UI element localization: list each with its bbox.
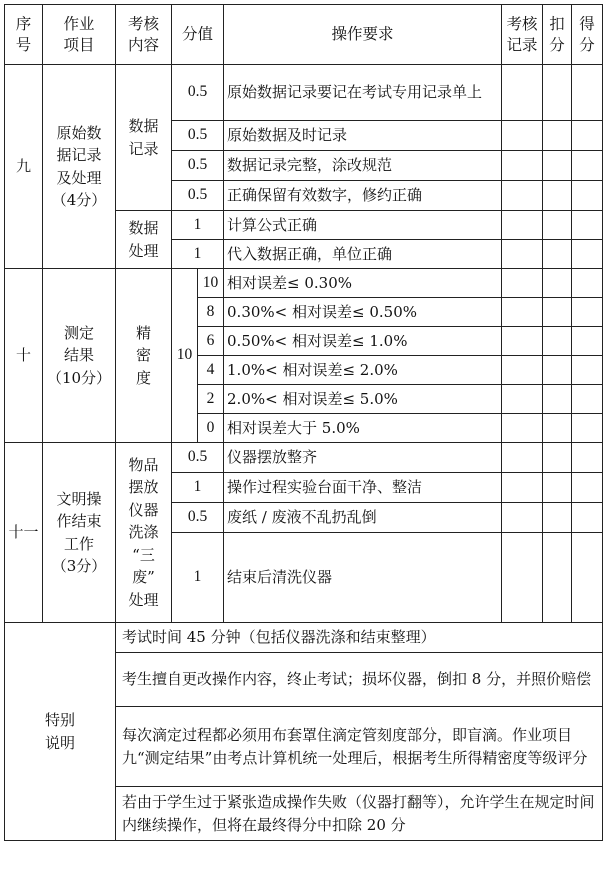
gain-cell[interactable] xyxy=(572,151,603,181)
gain-cell[interactable] xyxy=(572,327,603,356)
header-requirement: 操作要求 xyxy=(224,5,502,65)
requirement-cell: 正确保留有效数字，修约正确 xyxy=(224,181,502,211)
special-note: 考生擅自更改操作内容，终止考试；损坏仪器，倒扣 8 分，并照价赔偿 xyxy=(116,653,603,707)
header-item: 作业 项目 xyxy=(43,5,116,65)
gain-cell[interactable] xyxy=(572,503,603,533)
record-cell[interactable] xyxy=(502,151,543,181)
table-row xyxy=(5,65,603,121)
section-content: 精 密 度 xyxy=(116,269,172,443)
gain-cell[interactable] xyxy=(572,356,603,385)
assessment-table xyxy=(4,4,603,841)
record-cell[interactable] xyxy=(502,385,543,414)
gain-cell[interactable] xyxy=(572,414,603,443)
score-cell: 0.5 xyxy=(172,65,224,121)
deduct-cell[interactable] xyxy=(543,65,572,121)
record-cell[interactable] xyxy=(502,298,543,327)
table-row xyxy=(5,443,603,473)
record-cell[interactable] xyxy=(502,181,543,211)
deduct-cell[interactable] xyxy=(543,121,572,151)
special-note: 每次滴定过程都必须用布套罩住滴定管刻度部分，即盲滴。作业项目九“测定结果”由考点计算机统一处理后，根据考生所得精密度等级评分 xyxy=(116,707,603,787)
score-cell: 0.5 xyxy=(172,443,224,473)
requirement-cell: 相对误差大于 5.0% xyxy=(224,414,502,443)
score-cell: 2 xyxy=(198,385,224,414)
section-content: 数据 记录 xyxy=(116,65,172,211)
score-cell: 10 xyxy=(198,269,224,298)
section-content: 数据 处理 xyxy=(116,211,172,269)
header-seq: 序 号 xyxy=(5,5,43,65)
record-cell[interactable] xyxy=(502,414,543,443)
deduct-cell[interactable] xyxy=(543,211,572,240)
special-note: 考试时间 45 分钟（包括仪器洗涤和结束整理） xyxy=(116,623,603,653)
gain-cell[interactable] xyxy=(572,533,603,623)
deduct-cell[interactable] xyxy=(543,414,572,443)
requirement-cell: 原始数据记录要记在考试专用记录单上 xyxy=(224,65,502,121)
section-item: 文明操 作结束 工作 （3分） xyxy=(43,443,116,623)
section-content: 物品 摆放 仪器 洗涤 “三 废” 处理 xyxy=(116,443,172,623)
record-cell[interactable] xyxy=(502,269,543,298)
deduct-cell[interactable] xyxy=(543,356,572,385)
score-cell: 0 xyxy=(198,414,224,443)
score-cell: 0.5 xyxy=(172,181,224,211)
section-seq: 九 xyxy=(5,65,43,269)
record-cell[interactable] xyxy=(502,356,543,385)
special-note: 若由于学生过于紧张造成操作失败（仪器打翻等），允许学生在规定时间内继续操作，但将在最终得分中扣除 20 分 xyxy=(116,787,603,841)
section-seq: 十一 xyxy=(5,443,43,623)
gain-cell[interactable] xyxy=(572,181,603,211)
deduct-cell[interactable] xyxy=(543,503,572,533)
header-score: 分值 xyxy=(172,5,224,65)
score-cell: 8 xyxy=(198,298,224,327)
record-cell[interactable] xyxy=(502,65,543,121)
score-cell: 0.5 xyxy=(172,503,224,533)
section-item: 测定 结果 （10分） xyxy=(43,269,116,443)
score-cell: 1 xyxy=(172,533,224,623)
deduct-cell[interactable] xyxy=(543,443,572,473)
score-cell: 1 xyxy=(172,473,224,503)
gain-cell[interactable] xyxy=(572,473,603,503)
record-cell[interactable] xyxy=(502,327,543,356)
requirement-cell: 相对误差≤ 0.30% xyxy=(224,269,502,298)
gain-cell[interactable] xyxy=(572,240,603,269)
requirement-cell: 0.30%< 相对误差≤ 0.50% xyxy=(224,298,502,327)
gain-cell[interactable] xyxy=(572,65,603,121)
deduct-cell[interactable] xyxy=(543,298,572,327)
header-row xyxy=(5,5,603,65)
note-row xyxy=(5,623,603,653)
record-cell[interactable] xyxy=(502,473,543,503)
requirement-cell: 仪器摆放整齐 xyxy=(224,443,502,473)
requirement-cell: 操作过程实验台面干净、整洁 xyxy=(224,473,502,503)
record-cell[interactable] xyxy=(502,121,543,151)
requirement-cell: 数据记录完整，涂改规范 xyxy=(224,151,502,181)
requirement-cell: 原始数据及时记录 xyxy=(224,121,502,151)
gain-cell[interactable] xyxy=(572,385,603,414)
requirement-cell: 2.0%< 相对误差≤ 5.0% xyxy=(224,385,502,414)
record-cell[interactable] xyxy=(502,443,543,473)
deduct-cell[interactable] xyxy=(543,473,572,503)
score-cell: 0.5 xyxy=(172,121,224,151)
section-seq: 十 xyxy=(5,269,43,443)
header-content: 考核 内容 xyxy=(116,5,172,65)
score-cell: 0.5 xyxy=(172,151,224,181)
gain-cell[interactable] xyxy=(572,298,603,327)
requirement-cell: 废纸 / 废液不乱扔乱倒 xyxy=(224,503,502,533)
gain-cell[interactable] xyxy=(572,211,603,240)
requirement-cell: 结束后清洗仪器 xyxy=(224,533,502,623)
deduct-cell[interactable] xyxy=(543,269,572,298)
deduct-cell[interactable] xyxy=(543,385,572,414)
score-cell: 1 xyxy=(172,240,224,269)
record-cell[interactable] xyxy=(502,240,543,269)
requirement-cell: 代入数据正确，单位正确 xyxy=(224,240,502,269)
header-gain: 得 分 xyxy=(572,5,603,65)
score-cell: 6 xyxy=(198,327,224,356)
gain-cell[interactable] xyxy=(572,121,603,151)
requirement-cell: 计算公式正确 xyxy=(224,211,502,240)
record-cell[interactable] xyxy=(502,211,543,240)
deduct-cell[interactable] xyxy=(543,181,572,211)
section-total-score: 10 xyxy=(172,269,198,443)
record-cell[interactable] xyxy=(502,503,543,533)
deduct-cell[interactable] xyxy=(543,151,572,181)
deduct-cell[interactable] xyxy=(543,533,572,623)
score-cell: 1 xyxy=(172,211,224,240)
gain-cell[interactable] xyxy=(572,269,603,298)
header-deduct: 扣 分 xyxy=(543,5,572,65)
score-cell: 4 xyxy=(198,356,224,385)
special-notes-label: 特别 说明 xyxy=(5,623,116,841)
deduct-cell[interactable] xyxy=(543,240,572,269)
requirement-cell: 1.0%< 相对误差≤ 2.0% xyxy=(224,356,502,385)
gain-cell[interactable] xyxy=(572,443,603,473)
header-record: 考核 记录 xyxy=(502,5,543,65)
requirement-cell: 0.50%< 相对误差≤ 1.0% xyxy=(224,327,502,356)
deduct-cell[interactable] xyxy=(543,327,572,356)
record-cell[interactable] xyxy=(502,533,543,623)
table-row xyxy=(5,269,603,298)
section-item: 原始数 据记录 及处理 （4分） xyxy=(43,65,116,269)
